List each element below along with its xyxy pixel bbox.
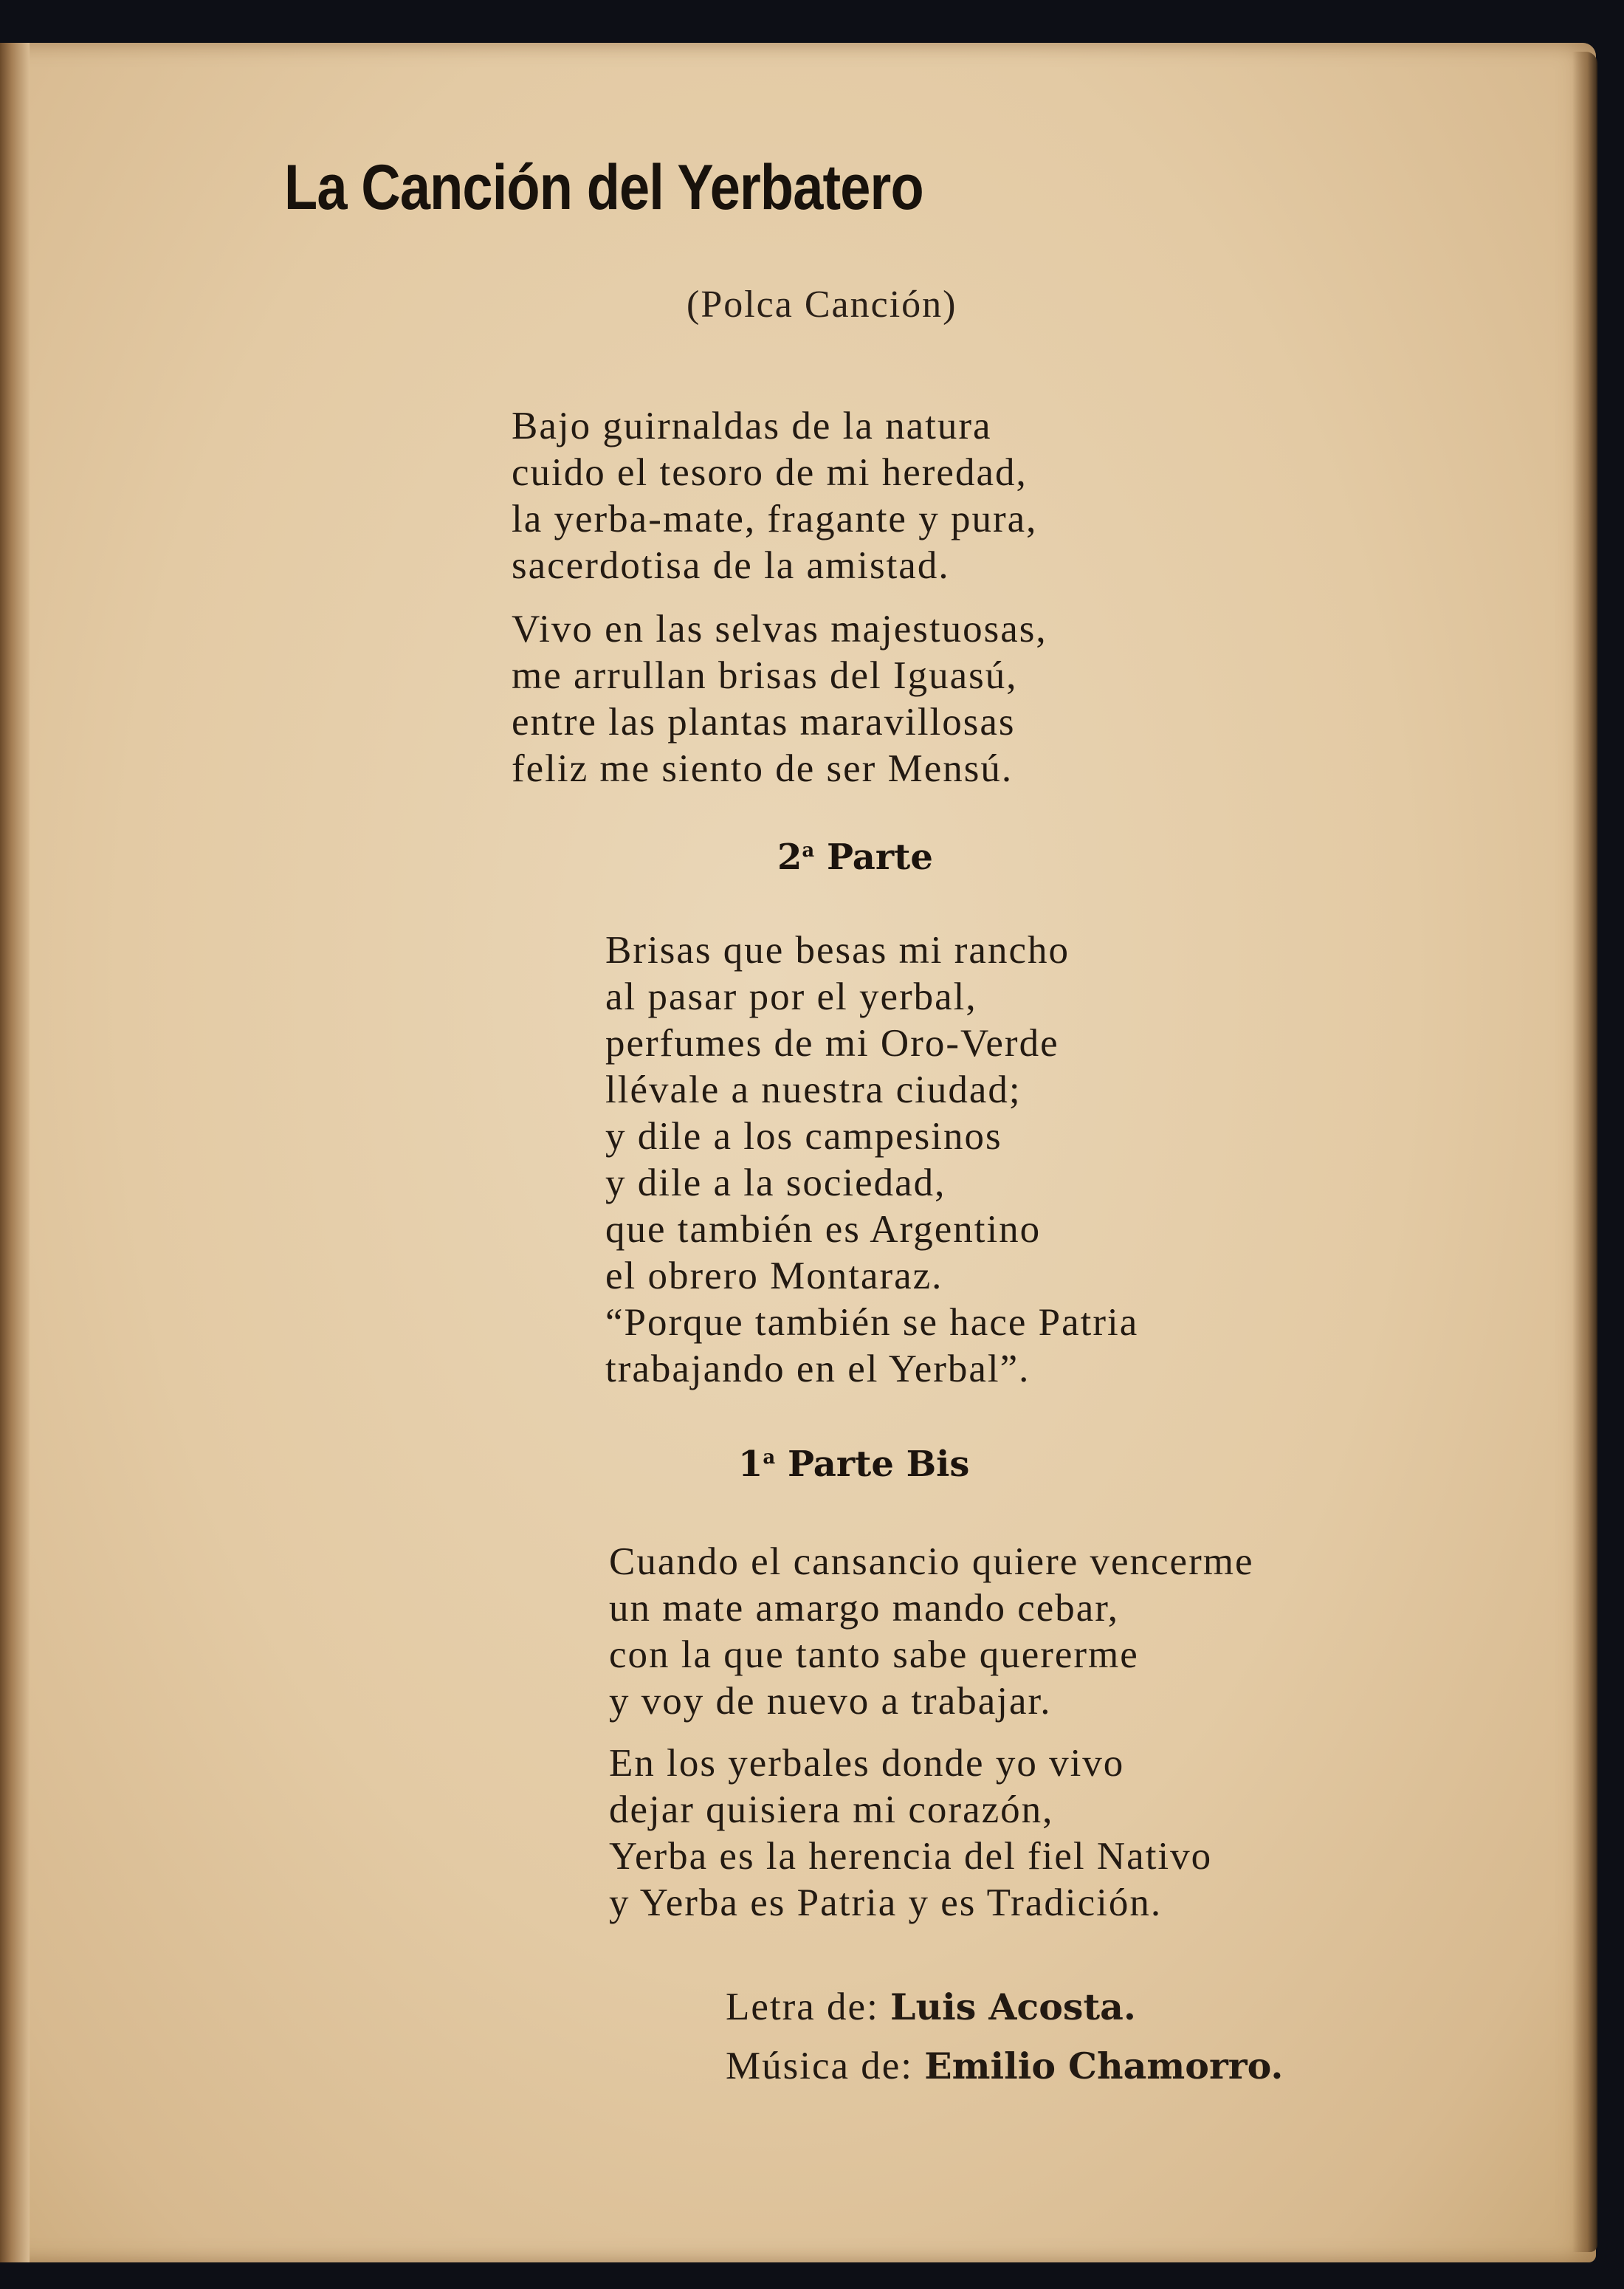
section-heading-2a-parte — [777, 837, 933, 878]
lyrics-label: Letra de: — [726, 1986, 879, 2028]
section-label: Parte Bis — [787, 1444, 970, 1485]
verse-line: y Yerba es Patria y es Tradición. — [609, 1881, 1163, 1924]
lyrics-credit — [726, 1985, 1136, 2029]
verse-line: la yerba-mate, fragante y pura, — [512, 498, 1038, 540]
verse-line: Cuando el cansancio quiere vencerme — [609, 1540, 1254, 1583]
music-credit — [726, 2044, 1283, 2088]
verse-line: al pasar por el yerbal, — [605, 975, 977, 1018]
verse-line: En los yerbales donde yo vivo — [609, 1742, 1125, 1785]
verse-line: Bajo guirnaldas de la natura — [512, 405, 992, 447]
verse-line: un mate amargo mando cebar, — [609, 1587, 1120, 1630]
verse-line: “Porque también se hace Patria — [605, 1301, 1139, 1344]
section-number: 2 — [777, 837, 802, 878]
verse-line: dejar quisiera mi corazón, — [609, 1788, 1054, 1831]
verse-line: sacerdotisa de la amistad. — [512, 544, 950, 587]
verse-line: y dile a los campesinos — [605, 1115, 1002, 1158]
verse-line: cuido el tesoro de mi heredad, — [512, 451, 1028, 494]
verse-line: y voy de nuevo a trabajar. — [609, 1680, 1052, 1723]
page-right-edge — [1572, 52, 1597, 2252]
stanza-3 — [605, 927, 1138, 1393]
verse-line: Vivo en las selvas majestuosas, — [512, 608, 1047, 651]
verse-line: que también es Argentino — [605, 1208, 1042, 1251]
section-number: 1 — [738, 1444, 763, 1485]
verse-line: con la que tanto sabe quererme — [609, 1633, 1139, 1676]
verse-line: y dile a la sociedad, — [605, 1161, 946, 1204]
verse-line: entre las plantas maravillosas — [512, 701, 1016, 744]
verse-line: llévale a nuestra ciudad; — [605, 1068, 1022, 1111]
section-ordinal: a — [802, 840, 815, 862]
verse-line: me arrullan brisas del Iguasú, — [512, 654, 1018, 697]
stanza-2 — [512, 606, 1047, 792]
stanza-1 — [512, 403, 1037, 589]
verse-line: Yerba es la herencia del fiel Nativo — [609, 1835, 1213, 1878]
verse-line: perfumes de mi Oro-Verde — [605, 1022, 1059, 1065]
section-label: Parte — [826, 837, 933, 878]
verse-line: el obrero Montaraz. — [605, 1255, 943, 1297]
verse-line: Brisas que besas mi rancho — [605, 929, 1070, 972]
composer-name: Emilio Chamorro. — [924, 2045, 1284, 2087]
page-binding-edge — [0, 43, 30, 2262]
song-subtitle: (Polca Canción) — [687, 284, 957, 326]
stanza-5 — [609, 1740, 1212, 1926]
song-title: La Canción del Yerbatero — [284, 152, 923, 223]
lyricist-name: Luis Acosta. — [890, 1986, 1136, 2028]
stanza-4 — [609, 1539, 1253, 1725]
verse-line: feliz me siento de ser Mensú. — [512, 747, 1014, 790]
music-label: Música de: — [726, 2045, 914, 2087]
section-heading-1a-parte-bis — [738, 1444, 969, 1485]
section-ordinal: a — [763, 1447, 776, 1469]
verse-line: trabajando en el Yerbal”. — [605, 1348, 1031, 1390]
